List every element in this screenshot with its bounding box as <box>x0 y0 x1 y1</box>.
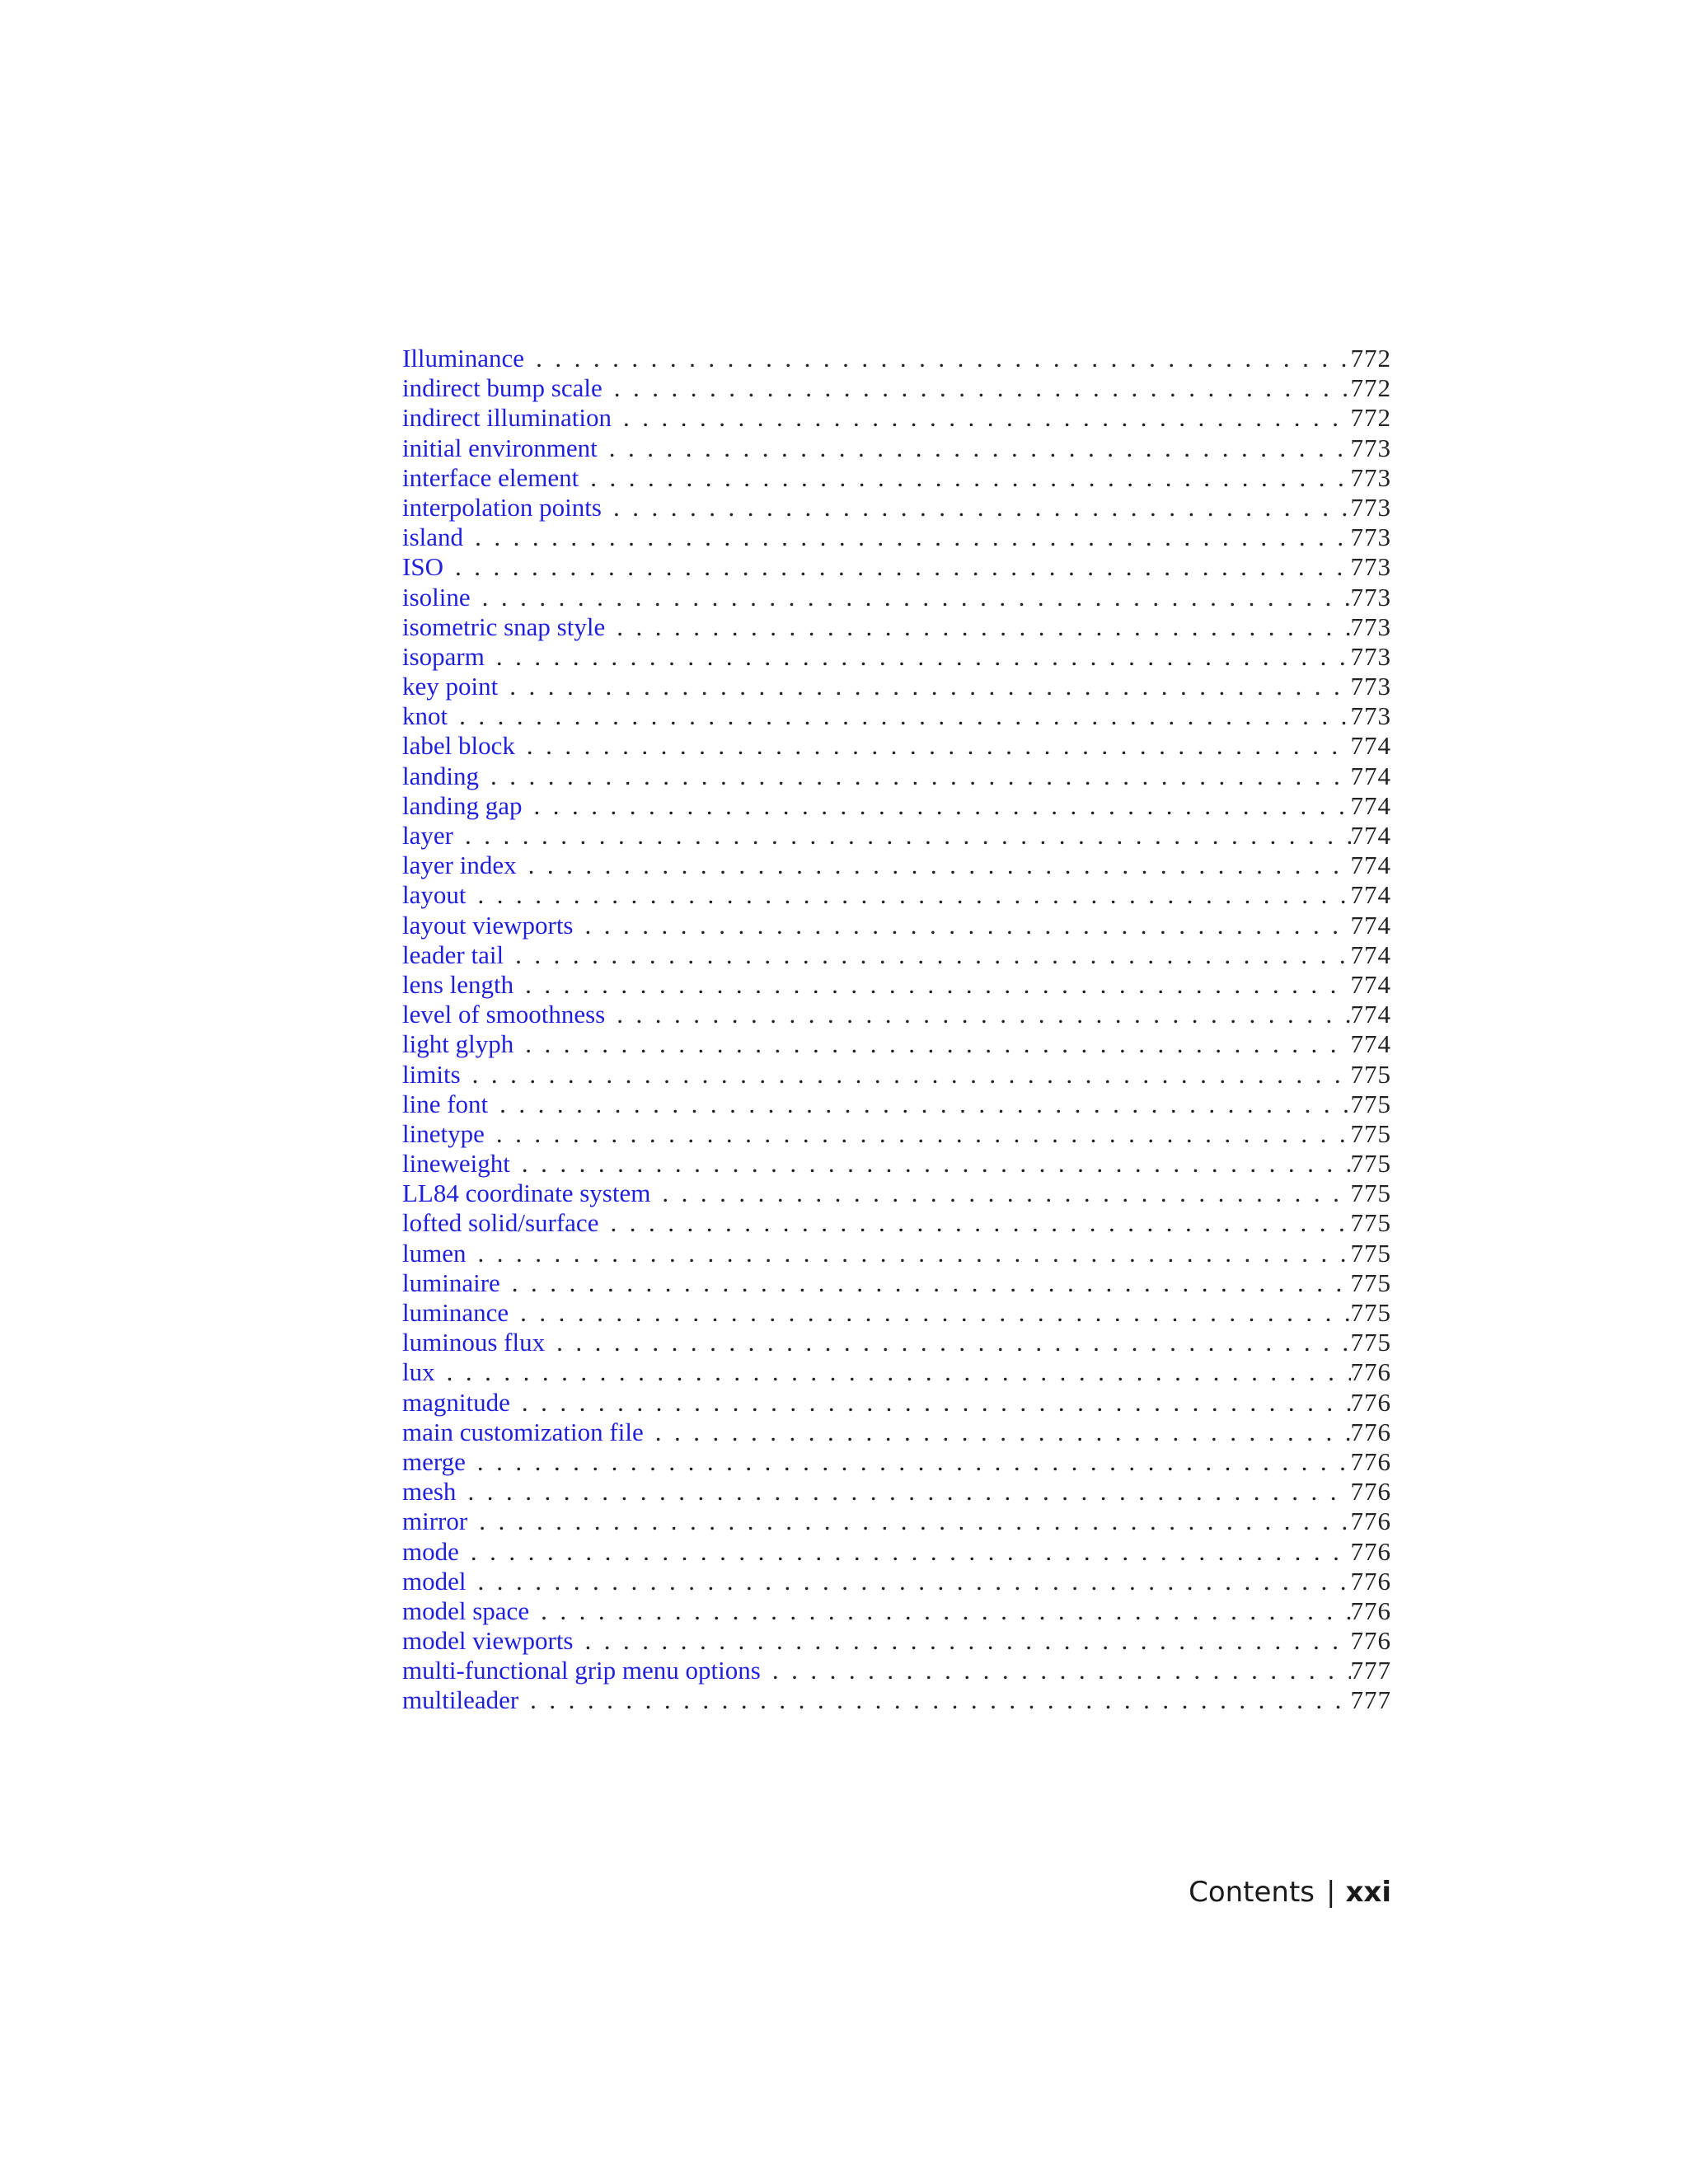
toc-page-number: 772 <box>1350 344 1391 373</box>
toc-entry <box>402 1060 1391 1090</box>
dot-leader <box>650 1179 1350 1208</box>
toc-entry-link[interactable]: initial environment <box>402 433 598 462</box>
toc-entry <box>402 612 1391 642</box>
toc-entry <box>402 880 1391 910</box>
toc-entry <box>402 434 1391 463</box>
toc-entry <box>402 583 1391 612</box>
toc-page-number: 774 <box>1350 880 1391 910</box>
dot-leader <box>459 1537 1351 1567</box>
toc-page-number: 775 <box>1350 1059 1391 1089</box>
toc-entry <box>402 1537 1391 1567</box>
dot-leader <box>761 1656 1351 1685</box>
toc-entry <box>402 403 1391 433</box>
toc-entry-link[interactable]: lofted solid/surface <box>402 1208 599 1238</box>
toc-page-number: 773 <box>1350 462 1391 492</box>
toc-entry-link[interactable]: island <box>402 523 464 552</box>
toc-page-number: 776 <box>1350 1566 1391 1596</box>
toc-entry <box>402 1208 1391 1238</box>
toc-page-number: 773 <box>1350 552 1391 582</box>
toc-entry-link[interactable]: limits <box>402 1059 461 1089</box>
toc-page-number: 775 <box>1350 1238 1391 1268</box>
toc-entry-link[interactable]: interpolation points <box>402 492 602 522</box>
dot-leader <box>523 791 1351 821</box>
toc-page-number: 772 <box>1350 373 1391 403</box>
toc-entry <box>402 523 1391 552</box>
toc-entry-link[interactable]: multi-functional grip menu options <box>402 1656 761 1685</box>
toc-entry-link[interactable]: layer index <box>402 851 517 880</box>
toc-entry-link[interactable]: landing gap <box>402 790 523 820</box>
page-footer <box>1189 1876 1391 1909</box>
toc-page-number: 776 <box>1350 1477 1391 1507</box>
toc-page-number: 775 <box>1350 1118 1391 1148</box>
toc-page-number: 775 <box>1350 1208 1391 1238</box>
toc-entry-link[interactable]: magnitude <box>402 1387 510 1417</box>
dot-leader <box>605 612 1350 642</box>
toc-page-number: 774 <box>1350 821 1391 850</box>
toc-entry-link[interactable]: merge <box>402 1446 466 1476</box>
dot-leader <box>574 1626 1351 1656</box>
toc-page-number: 775 <box>1350 1179 1391 1208</box>
toc-entry-link[interactable]: mode <box>402 1536 459 1566</box>
toc-entry-link[interactable]: knot <box>402 701 448 731</box>
dot-leader <box>467 880 1351 910</box>
toc-entry-link[interactable]: layout viewports <box>402 910 574 940</box>
toc-entry-link[interactable]: model space <box>402 1596 530 1625</box>
dot-leader <box>463 523 1350 552</box>
toc-page-number: 774 <box>1350 969 1391 999</box>
dot-leader <box>466 1447 1351 1477</box>
toc-page-number: 776 <box>1350 1357 1391 1387</box>
dot-leader <box>467 1507 1350 1536</box>
dot-leader <box>524 344 1350 373</box>
toc-entry-link[interactable]: lux <box>402 1357 435 1387</box>
toc-page-number: 774 <box>1350 761 1391 790</box>
toc-page-number: 775 <box>1350 1298 1391 1327</box>
dot-leader <box>461 1060 1351 1090</box>
toc-entry-link[interactable]: mirror <box>402 1507 468 1536</box>
dot-leader <box>504 940 1350 970</box>
toc-page-number: 774 <box>1350 1029 1391 1059</box>
toc-entry-link[interactable]: key point <box>402 672 499 701</box>
dot-leader <box>598 1208 1350 1238</box>
table-of-contents <box>402 344 1391 1716</box>
dot-leader <box>529 1596 1350 1626</box>
toc-entry <box>402 1298 1391 1328</box>
toc-entry <box>402 463 1391 493</box>
toc-entry <box>402 642 1391 672</box>
toc-entry <box>402 1507 1391 1536</box>
toc-entry <box>402 672 1391 701</box>
toc-page-number: 775 <box>1350 1089 1391 1118</box>
toc-page-number: 777 <box>1350 1656 1391 1685</box>
toc-page-number: 774 <box>1350 940 1391 969</box>
dot-leader <box>598 434 1351 463</box>
toc-entry <box>402 1000 1391 1029</box>
toc-entry <box>402 851 1391 880</box>
toc-page-number: 777 <box>1350 1685 1391 1715</box>
toc-entry <box>402 970 1391 1000</box>
toc-entry-link[interactable]: model viewports <box>402 1626 574 1656</box>
toc-page-number: 775 <box>1350 1149 1391 1179</box>
toc-entry <box>402 940 1391 970</box>
toc-entry <box>402 552 1391 582</box>
toc-page-number: 776 <box>1350 1626 1391 1656</box>
toc-entry <box>402 701 1391 731</box>
dot-leader <box>488 1090 1350 1119</box>
toc-entry-link[interactable]: label block <box>402 731 515 761</box>
toc-entry <box>402 493 1391 523</box>
toc-page-number: 774 <box>1350 790 1391 820</box>
dot-leader <box>498 672 1350 701</box>
toc-entry-link[interactable]: indirect illumination <box>402 403 612 433</box>
toc-entry-link[interactable]: luminous flux <box>402 1328 546 1357</box>
toc-page-number: 773 <box>1350 582 1391 612</box>
dot-leader <box>603 373 1351 403</box>
toc-entry <box>402 1447 1391 1477</box>
toc-page-number: 773 <box>1350 433 1391 462</box>
dot-leader <box>485 642 1351 672</box>
toc-entry <box>402 1357 1391 1387</box>
dot-leader <box>545 1328 1350 1357</box>
dot-leader <box>453 821 1351 851</box>
toc-entry <box>402 1567 1391 1596</box>
toc-page-number: 776 <box>1350 1387 1391 1417</box>
dot-leader <box>510 1388 1351 1418</box>
toc-page-number: 773 <box>1350 701 1391 731</box>
dot-leader <box>510 1149 1351 1179</box>
dot-leader <box>448 701 1350 731</box>
dot-leader <box>485 1119 1351 1149</box>
toc-entry <box>402 1149 1391 1179</box>
toc-entry-link[interactable]: linetype <box>402 1118 485 1148</box>
toc-entry <box>402 1268 1391 1298</box>
toc-page-number: 772 <box>1350 403 1391 433</box>
toc-page-number: 774 <box>1350 731 1391 761</box>
toc-page-number: 775 <box>1350 1328 1391 1357</box>
toc-entry <box>402 731 1391 761</box>
dot-leader <box>602 493 1351 523</box>
dot-leader <box>479 762 1351 791</box>
toc-page-number: 773 <box>1350 523 1391 552</box>
toc-entry <box>402 1418 1391 1447</box>
toc-entry <box>402 1656 1391 1685</box>
toc-entry-link[interactable]: indirect bump scale <box>402 373 603 403</box>
toc-entry <box>402 1328 1391 1357</box>
toc-page-number: 776 <box>1350 1596 1391 1625</box>
toc-entry <box>402 1239 1391 1268</box>
toc-entry <box>402 1477 1391 1507</box>
dot-leader <box>513 970 1350 1000</box>
toc-page-number: 776 <box>1350 1507 1391 1536</box>
dot-leader <box>456 1477 1350 1507</box>
dot-leader <box>574 911 1351 940</box>
toc-entry-link[interactable]: multileader <box>402 1685 519 1715</box>
toc-page-number: 773 <box>1350 612 1391 641</box>
toc-page-number: 774 <box>1350 1000 1391 1029</box>
toc-entry-link[interactable]: layer <box>402 821 453 850</box>
toc-entry-link[interactable]: light glyph <box>402 1029 514 1059</box>
footer-section-label: Contents <box>1189 1876 1315 1909</box>
toc-entry-link[interactable]: line font <box>402 1089 489 1118</box>
dot-leader <box>509 1298 1350 1328</box>
toc-entry-link[interactable]: mesh <box>402 1477 457 1507</box>
footer-page-number: xxi <box>1345 1876 1391 1909</box>
toc-entry-link[interactable]: main customization file <box>402 1417 644 1446</box>
dot-leader <box>517 851 1351 880</box>
dot-leader <box>579 463 1350 493</box>
toc-page-number: 776 <box>1350 1417 1391 1446</box>
dot-leader <box>605 1000 1350 1029</box>
toc-entry <box>402 1090 1391 1119</box>
dot-leader <box>435 1357 1351 1387</box>
dot-leader <box>467 1239 1351 1268</box>
toc-entry-link[interactable]: lineweight <box>402 1149 510 1179</box>
toc-entry <box>402 911 1391 940</box>
toc-entry <box>402 1179 1391 1208</box>
toc-entry <box>402 344 1391 373</box>
toc-entry-link[interactable]: landing <box>402 761 479 790</box>
toc-page-number: 774 <box>1350 910 1391 940</box>
toc-entry-link[interactable]: level of smoothness <box>402 1000 606 1029</box>
toc-entry <box>402 1029 1391 1059</box>
toc-entry-link[interactable]: luminance <box>402 1298 509 1327</box>
dot-leader <box>500 1268 1351 1298</box>
toc-entry-link[interactable]: Illuminance <box>402 344 525 373</box>
toc-entry <box>402 791 1391 821</box>
toc-page-number: 773 <box>1350 672 1391 701</box>
toc-entry <box>402 1388 1391 1418</box>
dot-leader <box>443 552 1351 582</box>
dot-leader <box>612 403 1351 433</box>
toc-entry <box>402 762 1391 791</box>
toc-page-number: 775 <box>1350 1268 1391 1297</box>
toc-page-number: 776 <box>1350 1446 1391 1476</box>
toc-entry-link[interactable]: LL84 coordinate system <box>402 1179 651 1208</box>
toc-entry-link[interactable]: isometric snap style <box>402 612 606 641</box>
toc-entry-link[interactable]: isoparm <box>402 641 485 671</box>
toc-entry-link[interactable]: interface element <box>402 462 579 492</box>
toc-entry <box>402 1596 1391 1626</box>
toc-entry-link[interactable]: leader tail <box>402 940 504 969</box>
toc-page-number: 773 <box>1350 641 1391 671</box>
toc-entry-link[interactable]: luminaire <box>402 1268 500 1297</box>
toc-page-number: 774 <box>1350 851 1391 880</box>
toc-entry <box>402 1626 1391 1656</box>
toc-entry-link[interactable]: lens length <box>402 969 514 999</box>
toc-entry <box>402 1119 1391 1149</box>
dot-leader <box>467 1567 1351 1596</box>
toc-page-number: 773 <box>1350 492 1391 522</box>
toc-entry <box>402 821 1391 851</box>
dot-leader <box>515 731 1351 761</box>
dot-leader <box>644 1418 1351 1447</box>
toc-entry <box>402 1685 1391 1715</box>
toc-entry-link[interactable]: layout <box>402 880 467 910</box>
toc-entry-link[interactable]: lumen <box>402 1238 467 1268</box>
toc-entry-link[interactable]: ISO <box>402 552 443 582</box>
toc-entry <box>402 373 1391 403</box>
dot-leader <box>518 1685 1350 1715</box>
footer-separator: | <box>1326 1876 1336 1909</box>
toc-entry-link[interactable]: model <box>402 1566 467 1596</box>
dot-leader <box>471 583 1351 612</box>
toc-page-number: 776 <box>1350 1536 1391 1566</box>
toc-entry-link[interactable]: isoline <box>402 582 471 612</box>
dot-leader <box>513 1029 1350 1059</box>
